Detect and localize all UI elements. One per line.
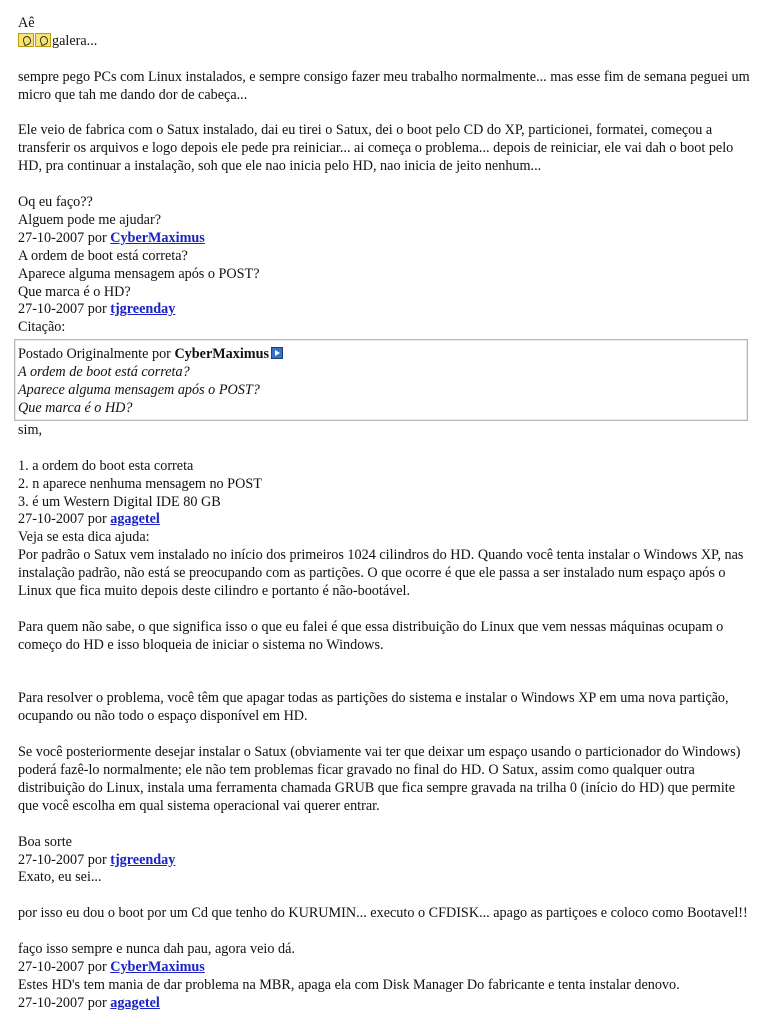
post-date: 27-10-2007 <box>18 511 85 528</box>
quote-line: Que marca é o HD? <box>18 399 133 416</box>
post-line: Aparece alguma mensagem após o POST? <box>18 265 260 282</box>
post-text: galera... <box>52 32 98 49</box>
post-greeting-line <box>18 33 758 51</box>
quote-box <box>14 339 748 421</box>
post-paragraph: Se você posteriormente desejar instalar o Satux (obviamente vai ter que deixar um espaço usando o particionador do Windows) poderá fazê-lo normalmente; ele não tem problemas ficar gravado no final do HD. O Satux, assim como qualquer outra distribuição do Linux, instala uma ferramenta chamada GRUB que fica sempre gravada na trilha 0 (início do HD) que permite que você escolha em qual sistema operacional vai querer entrar. <box>18 744 745 814</box>
username-link[interactable]: agagetel <box>110 511 160 528</box>
post-date: 27-10-2007 <box>18 229 85 246</box>
quote-label: Citação: <box>18 319 66 336</box>
username-link[interactable]: tjgreenday <box>110 301 176 318</box>
post-paragraph: Por padrão o Satux vem instalado no início dos primeiros 1024 cilindros do HD. Quando você tenta instalar o Windows XP, nas instalação padrão, não está se preocupando com as partições. O que ocorre é que ele passa a ser instalado num espaço após o Linux que fica muito depois deste cilindro e portanto é não-bootável. <box>18 547 747 600</box>
post-meta: 27-10-2007 por CyberMaximus <box>18 229 205 246</box>
username-link[interactable]: agagetel <box>110 994 160 1011</box>
quote-line: Aparece alguma mensagem após o POST? <box>18 382 260 399</box>
post-line: 2. n aparece nenhuma mensagem no POST <box>18 475 262 492</box>
post-meta: 27-10-2007 por agagetel <box>18 511 160 528</box>
post-line: Alguem pode me ajudar? <box>18 211 162 228</box>
post-meta: 27-10-2007 por CyberMaximus <box>18 958 205 975</box>
username-link[interactable]: CyberMaximus <box>110 229 205 246</box>
post-paragraph: por isso eu dou o boot por um Cd que tenho do KURUMIN... executo o CFDISK... apago as partiçoes e coloco como Bootavel!! <box>18 905 748 922</box>
smiley-icon <box>18 33 34 47</box>
post-line: Que marca é o HD? <box>18 283 131 300</box>
post-greeting: Aê <box>18 15 35 31</box>
quote-author: CyberMaximus <box>174 346 270 363</box>
post-paragraph: Para resolver o problema, você têm que apagar todas as partições do sistema e instalar o Windows XP em uma nova partição, ocupando ou não todo o espaço disponível em HD. <box>18 690 733 725</box>
post-line: Veja se esta dica ajuda: <box>18 529 150 546</box>
post-line: Oq eu faço?? <box>18 194 93 211</box>
post-line: faço isso sempre e nunca dah pau, agora veio dá. <box>18 941 295 958</box>
post-date: 27-10-2007 <box>18 851 85 868</box>
post-line: 3. é um Western Digital IDE 80 GB <box>18 493 221 510</box>
view-post-arrow-icon[interactable] <box>271 347 283 359</box>
post-line: sim, <box>18 421 43 438</box>
quote-header: Postado Originalmente por CyberMaximus <box>18 346 747 364</box>
post-meta: 27-10-2007 por tjgreenday <box>18 301 176 318</box>
post-paragraph: sempre pego PCs com Linux instalados, e sempre consigo fazer meu trabalho normalmente... mas esse fim de semana peguei um micro que tah me dando dor de cabeça... <box>18 68 754 103</box>
post-line: A ordem de boot está correta? <box>18 247 188 264</box>
post-date: 27-10-2007 <box>18 301 85 318</box>
post-line: Boa sorte <box>18 833 72 850</box>
post-date: 27-10-2007 <box>18 958 85 975</box>
post-paragraph: Ele veio de fabrica com o Satux instalado, dai eu tirei o Satux, dei o boot pelo CD do XP, particionei, formatei, começou a transferir os arquivos e logo depois ele pede pra reiniciar... ai começa o problema... depois de reiniciar, ele vai dah o boot pelo HD, pra continuar a instalação, soh que ele nao inicia pelo HD, nao inicia de jeito nenhum... <box>18 122 737 175</box>
post-paragraph: Para quem não sabe, o que significa isso o que eu falei é que essa distribuição do Linux que vem nessas máquinas ocupam o começo do HD e isso bloqueia de iniciar o sistema no Windows. <box>18 618 727 653</box>
post-line: Exato, eu sei... <box>18 869 102 886</box>
post-date: 27-10-2007 <box>18 994 85 1011</box>
smiley-icon <box>35 33 51 47</box>
post-line: 1. a ordem do boot esta correta <box>18 457 194 474</box>
post-meta: 27-10-2007 por tjgreenday <box>18 851 176 868</box>
username-link[interactable]: tjgreenday <box>110 851 176 868</box>
post-meta: 27-10-2007 por agagetel <box>18 994 160 1011</box>
username-link[interactable]: CyberMaximus <box>110 958 205 975</box>
post-line: Estes HD's tem mania de dar problema na MBR, apaga ela com Disk Manager Do fabricante e tenta instalar denovo. <box>18 976 680 993</box>
quote-line: A ordem de boot está correta? <box>18 364 190 381</box>
